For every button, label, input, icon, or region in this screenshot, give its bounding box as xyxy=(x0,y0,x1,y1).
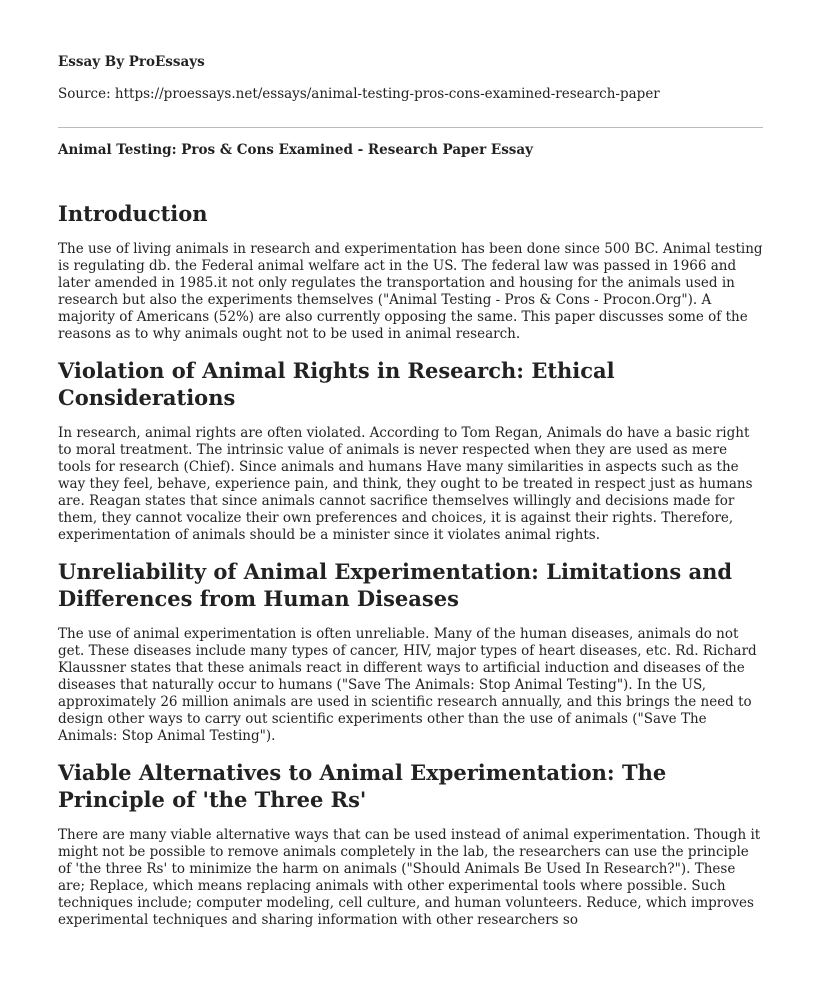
section-heading: Viable Alternatives to Animal Experimentation: The Principle of 'the Three Rs' xyxy=(58,760,667,812)
section-paragraph: The use of animal experimentation is often unreliable. Many of the human diseases, animals do not get. These diseases include many types of cancer, HIV, major types of heart diseases, etc. Rd. Richard Klaussner states that these animals react in different ways to artificial induction and diseases of the diseases that naturally occur to humans ("Save The Animals: Stop Animal Testing"). In the US, approximately 26 million animals are used in scientific research annually, and this brings the need to design other ways to carry out scientific experiments other than the use of animals ("Save The Animals: Stop Animal Testing"). xyxy=(58,626,757,744)
section-heading: Violation of Animal Rights in Research: Ethical Considerations xyxy=(58,358,615,410)
section-paragraph: The use of living animals in research and experimentation has been done since 500 BC. Animal testing is regulating db. the Federal animal welfare act in the US. The federal law was passed in 1966 and later amended in 1985.it not only regulates the transportation and housing for the animals used in research but also the experiments themselves ("Animal Testing - Pros & Cons - Procon.Org"). A majority of Americans (52%) are also currently opposing the same. This paper discusses some of the reasons as to why animals ought not to be used in animal research. xyxy=(58,241,763,342)
section-paragraph: There are many viable alternative ways that can be used instead of animal experimentation. Though it might not be possible to remove animals completely in the lab, the researchers can use the principle of 'the three Rs' to minimize the harm on animals ("Should Animals Be Used In Research?"). These are; Replace, which means replacing animals with other experimental tools where possible. Such techniques include; computer modeling, cell culture, and human volunteers. Reduce, which improves experimental techniques and sharing information with other researchers so xyxy=(58,827,761,928)
source-line: Source: https://proessays.net/essays/animal-testing-pros-cons-examined-research-paper xyxy=(58,86,660,102)
section-unreliability xyxy=(58,558,764,745)
brand-line: Essay By ProEssays xyxy=(58,54,205,70)
essay-content xyxy=(58,200,764,943)
essay-title: Animal Testing: Pros & Cons Examined - Research Paper Essay xyxy=(58,142,533,158)
section-viable-alternatives xyxy=(58,759,764,929)
section-violation-of-animal-rights xyxy=(58,357,764,544)
section-heading: Introduction xyxy=(58,201,208,226)
section-paragraph: In research, animal rights are often violated. According to Tom Regan, Animals do have a basic right to moral treatment. The intrinsic value of animals is never respected when they are used as mere tools for research (Chief). Since animals and humans Have many similarities in aspects such as the way they feel, behave, experience pain, and think, they ought to be treated in respect just as humans are. Reagan states that since animals cannot sacrifice themselves willingly and decisions made for them, they cannot vocalize their own preferences and choices, it is against their rights. Therefore, experimentation of animals should be a minister since it violates animal rights. xyxy=(58,425,753,543)
section-introduction xyxy=(58,200,764,343)
header-divider xyxy=(58,127,763,128)
section-heading: Unreliability of Animal Experimentation: Limitations and Differences from Human Diseases xyxy=(58,559,733,611)
